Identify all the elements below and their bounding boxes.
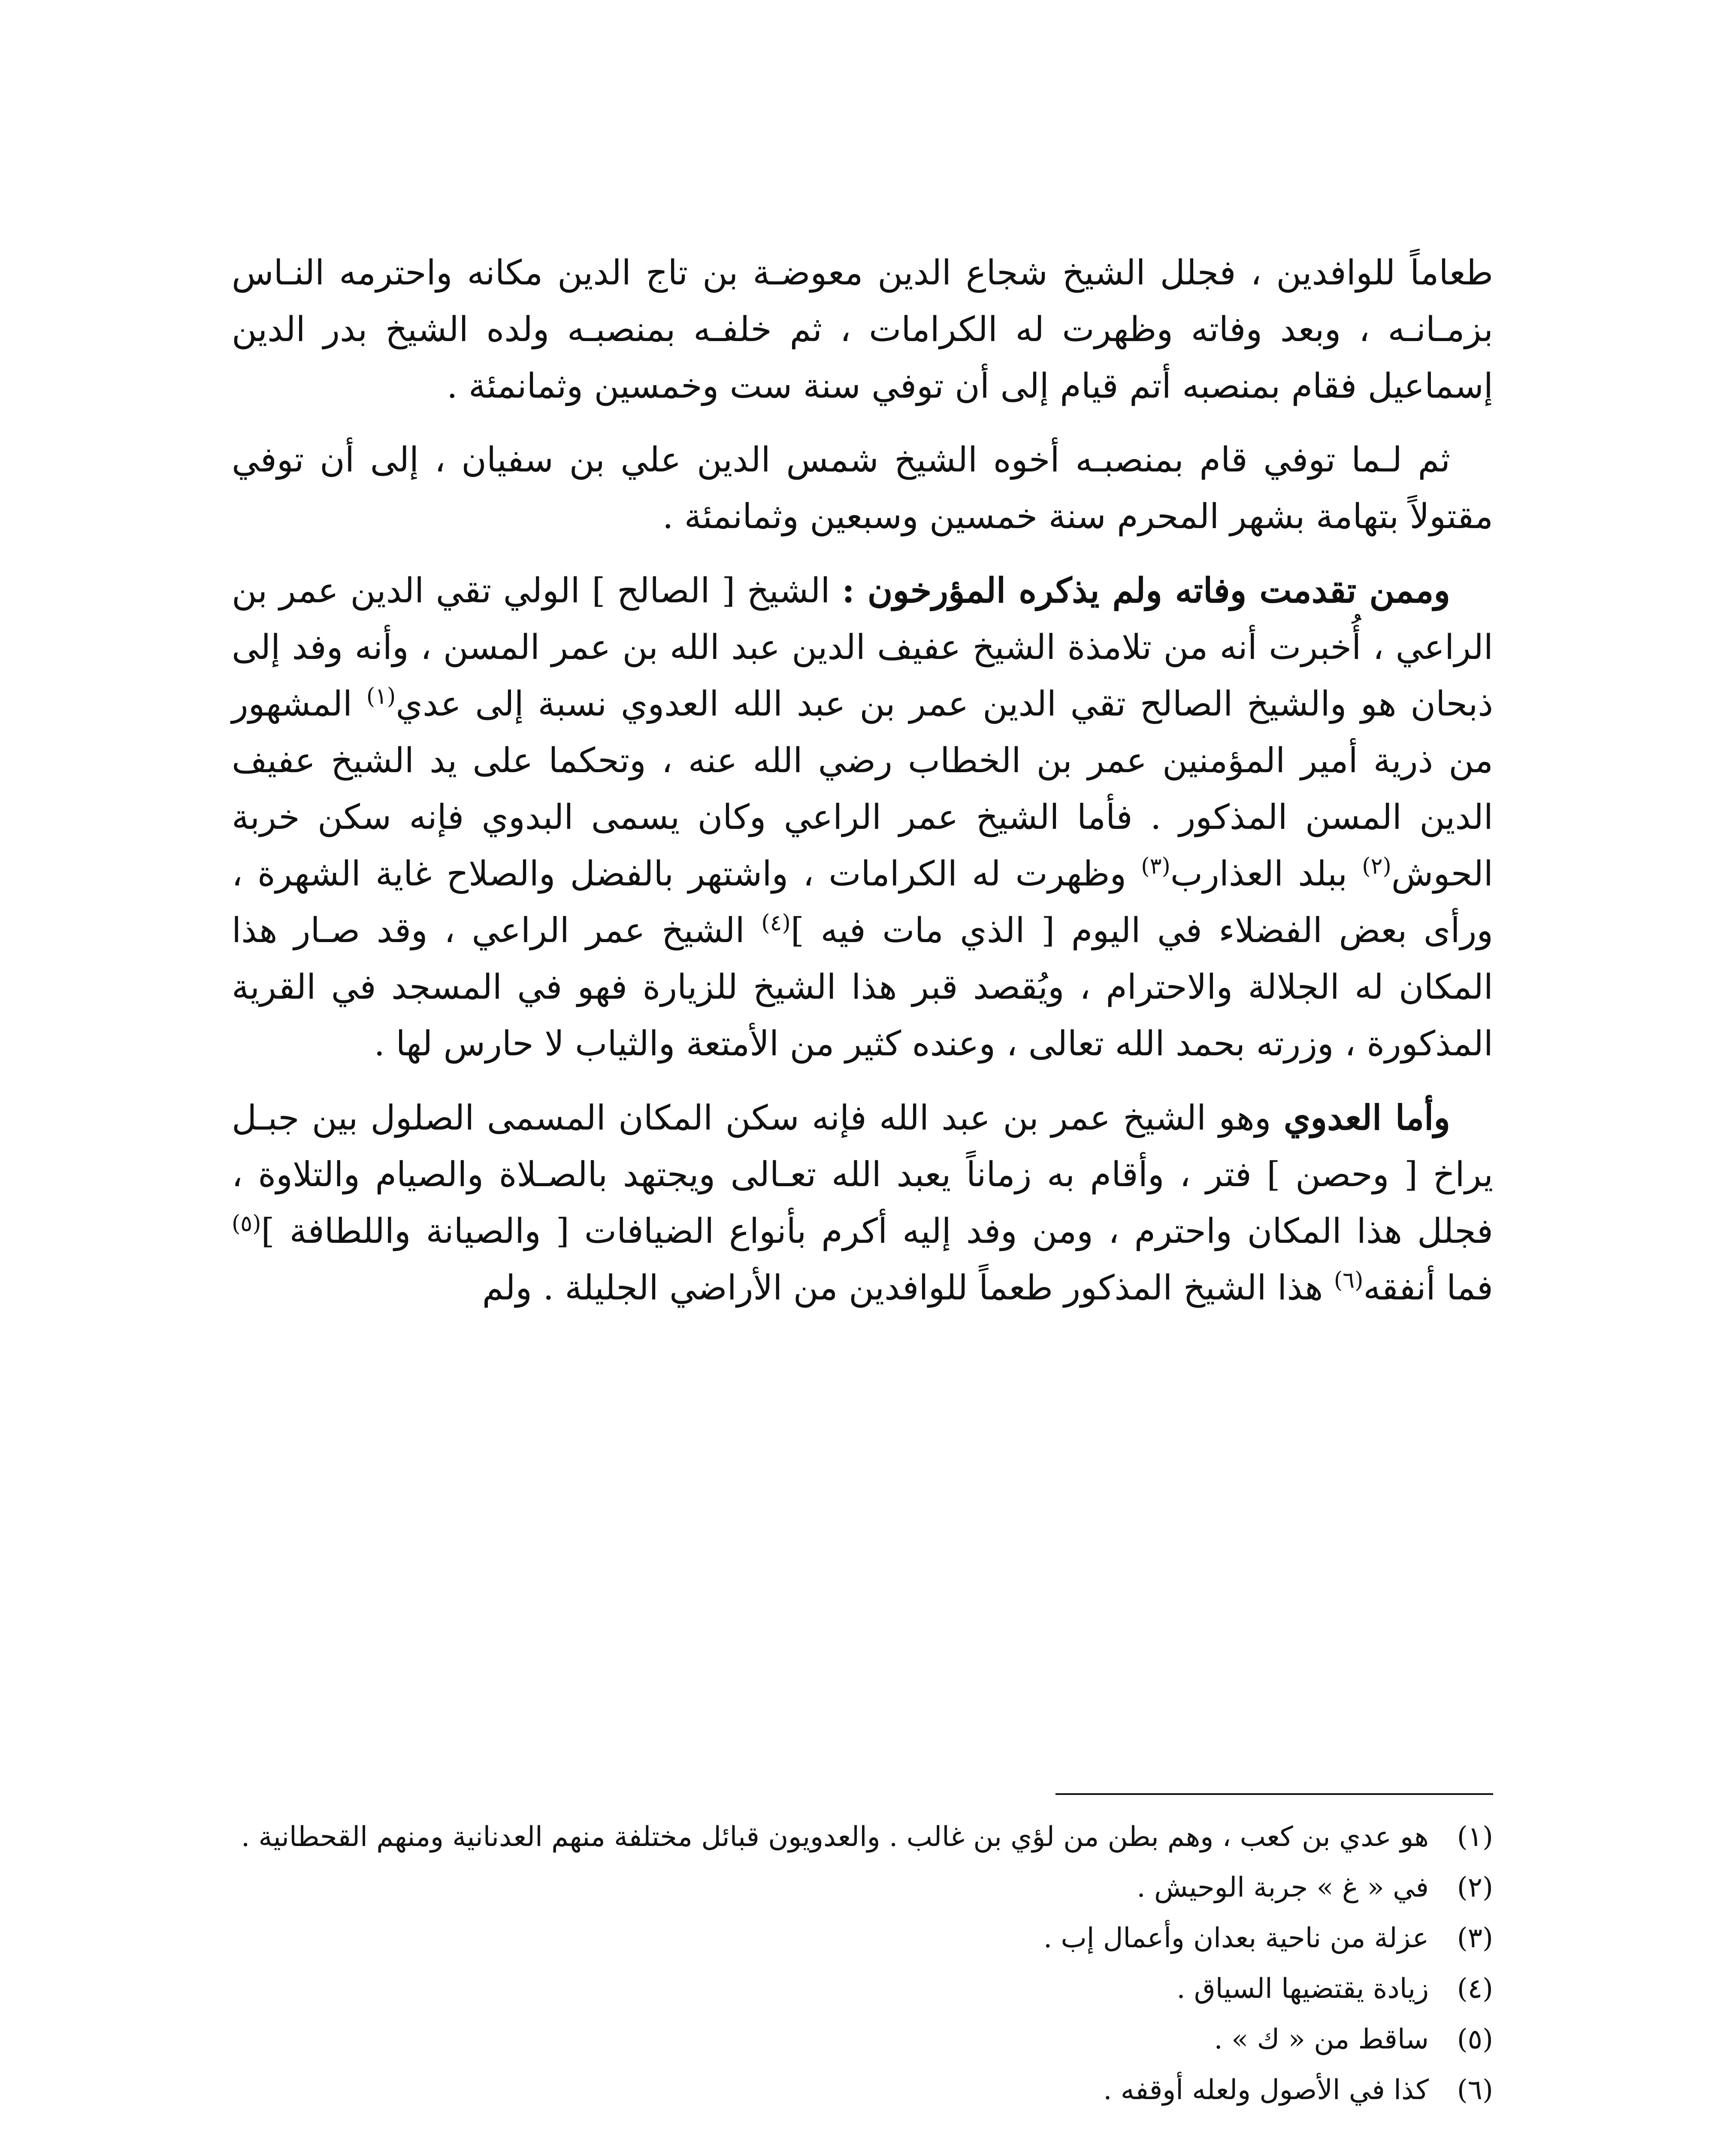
footnote-text: زيادة يقتضيها السياق . [1176, 1973, 1429, 2005]
paragraph-3-part-5: الشيخ عمر الراعي ، وقد صـار هذا المكان له الجلالة والاحترام ، ويُقصد قبر هذا الشيخ للزيارة فهو في المسجد في القرية المذكورة ، وزرته بحمد الله تعالى ، وعنده كثير من الأمتعة والثياب لا حارس لها . [232, 910, 1493, 1063]
footnote-ref-6: (٦) [1334, 1267, 1364, 1293]
footnote-divider [1056, 1793, 1493, 1795]
paragraph-2: ثم لـما توفي قام بمنصبـه أخوه الشيخ شمس الدين علي بن سفيان ، إلى أن توفي مقتولاً بتهامة بشهر المحرم سنة خمسين وسبعين وثمانمئة . [232, 440, 1493, 536]
footnote-number: (٢) [1457, 1872, 1493, 1903]
footnote-text: هو عدي بن كعب ، وهم بطن من لؤي بن غالب . والعدويون قبائل مختلفة منهم العدنانية ومنهم القحطانية . [241, 1821, 1429, 1853]
footnote-text: في « غ » جربة الوحيش . [1137, 1872, 1429, 1903]
footnote-text: عزلة من ناحية بعدان وأعمال إب . [1043, 1922, 1429, 1954]
footnote-text: كذا في الأصول ولعله أوقفه . [1103, 2074, 1429, 2106]
footnote-6 [232, 2068, 1493, 2112]
paragraph-3-part-3: ببلد العذارب [1170, 854, 1362, 894]
footnote-ref-5: (٥) [232, 1211, 261, 1237]
footnote-1 [232, 1815, 1493, 1859]
paragraph-3-part-4: وظهرت له الكرامات ، واشتهر بالفضل والصلاح غاية الشهرة ، ورأى بعض الفضلاء في اليوم [ الذي مات فيه ] [232, 854, 1494, 950]
paragraph-4-part-3: هذا الشيخ المذكور طعماً للوافدين من الأراضي الجليلة . ولم [482, 1268, 1334, 1308]
paragraph-1: طعاماً للوافدين ، فجلل الشيخ شجاع الدين معوضـة بن تاج الدين مكانه واحترمه النـاس بزمـانـه ، وبعد وفاته وظهرت له الكرامات ، ثم خلفـه بمنصبـه ولده الشيخ بدر الدين إسماعيل فقام بمنصبه أتم قيام إلى أن توفي سنة ست وخمسين وثمانمئة . [232, 253, 1494, 406]
footnote-ref-3: (٣) [1141, 853, 1170, 879]
footnote-ref-1: (١) [366, 683, 396, 710]
footnote-number: (٤) [1457, 1973, 1493, 2005]
footnotes [232, 1815, 1493, 2118]
paragraph-3-lead: وممن تقدمت وفاته ولم يذكره المؤرخون : [842, 570, 1450, 610]
paragraph-3-part-2: المشهور من ذرية أمير المؤمنين عمر بن الخطاب رضي الله عنه ، وتحكما على يد الشيخ عفيف الدين المسن المذكور . فأما الشيخ عمر الراعي وكان يسمى البدوي فإنه سكن خربة الحوش [232, 684, 1494, 894]
paragraph-3 [232, 562, 1493, 1072]
footnote-number: (٣) [1457, 1922, 1493, 1954]
paragraph-4 [232, 1089, 1493, 1316]
footnote-text: ساقط من « ك » . [1214, 2024, 1429, 2055]
footnote-number: (٦) [1457, 2074, 1493, 2106]
footnote-number: (١) [1457, 1821, 1493, 1853]
footnote-5 [232, 2017, 1493, 2062]
main-text [232, 245, 1493, 1333]
paragraph-3-part-1: الشيخ [ الصالح ] الولي تقي الدين عمر بن الراعي ، أُخبرت أنه من تلامذة الشيخ عفيف الدين عبد الله بن عمر المسن ، وأنه وفد إلى ذبحان هو والشيخ الصالح تقي الدين عمر بن عبد الله العدوي نسبة إلى عدي [232, 571, 1494, 724]
paragraph-4-lead: وأما العدوي [1283, 1097, 1451, 1138]
paragraph-4-part-1: وهو الشيخ عمر بن عبد الله فإنه سكن المكان المسمى الصلول بين جبـل يراخ [ وحصن ] فتر ، وأقام به زماناً يعبد الله تعـالى ويجتهد بالصـلاة والصيام والتلاوة ، فجلل هذا المكان واحترم ، ومن وفد إليه أكرم بأنواع الضيافات [ والصيانة واللطافة ] [232, 1098, 1493, 1251]
paragraph-4-part-2: فما أنفقه [1363, 1268, 1493, 1308]
footnote-3 [232, 1916, 1493, 1961]
footnote-ref-2: (٢) [1362, 853, 1391, 879]
footnote-2 [232, 1865, 1493, 1910]
footnote-number: (٥) [1457, 2024, 1493, 2055]
footnote-ref-4: (٤) [761, 910, 791, 936]
footnote-4 [232, 1967, 1493, 2011]
